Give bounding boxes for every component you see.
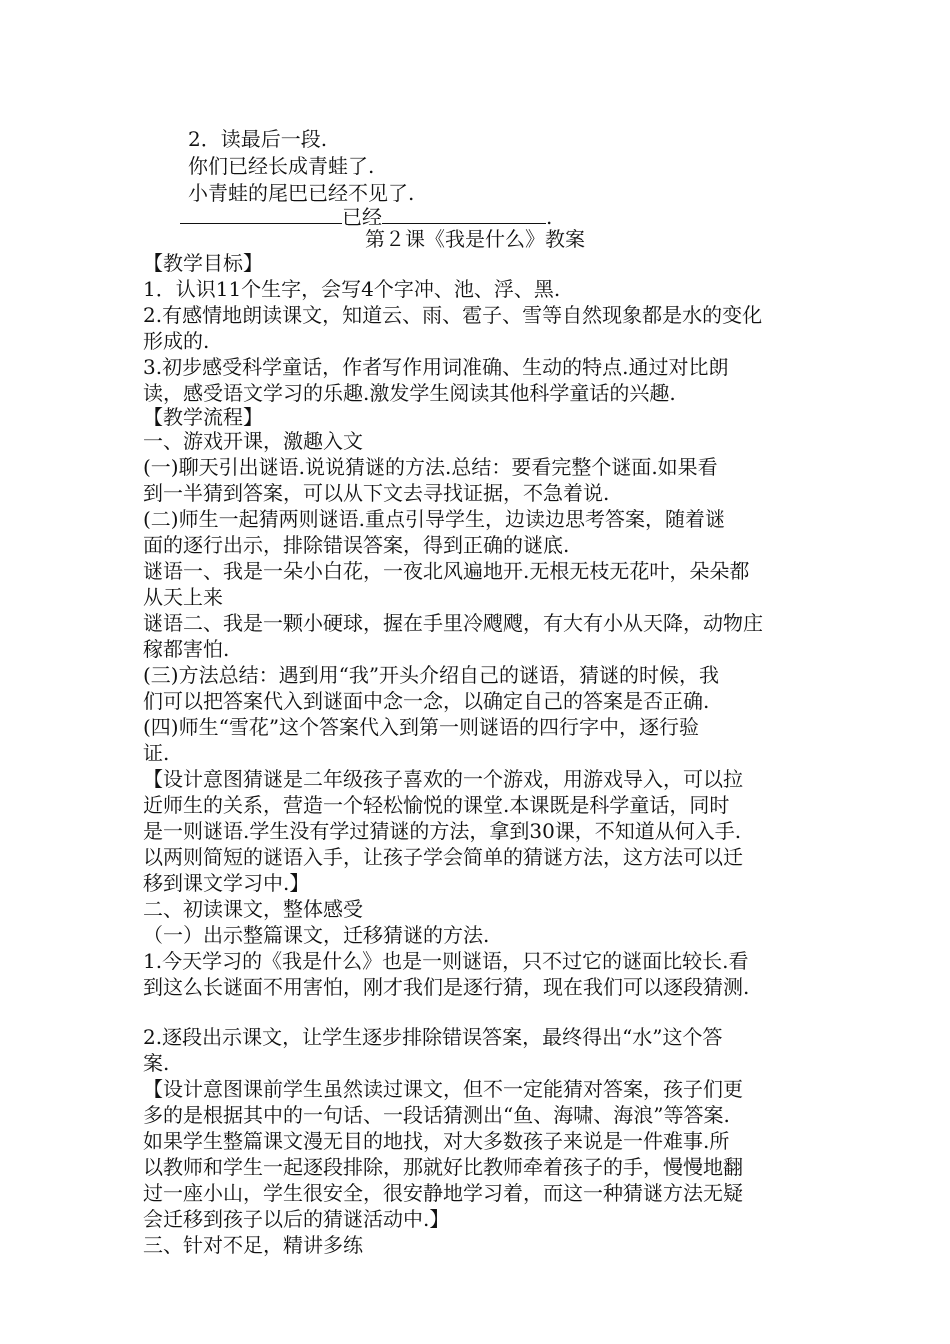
- section-3-title: 三、针对不足，精讲多练: [143, 1233, 363, 1257]
- section-2-title: 二、初读课文，整体感受: [143, 897, 363, 921]
- step-2: (二)师生一起猜两则谜语.重点引导学生，边读边思考答案，随着谜: [143, 507, 725, 531]
- design-note-2: 【设计意图课前学生虽然读过课文，但不一定能猜对答案，孩子们更: [143, 1077, 743, 1101]
- step-2-2-cont: 到这么长谜面不用害怕，刚才我们是逐行猜，现在我们可以逐段猜测.: [143, 975, 750, 999]
- riddle-1: 谜语一、我是一朵小白花，一夜北风遍地开.无根无枝无花叶，朵朵都: [143, 559, 750, 583]
- goal-3: 3.初步感受科学童话，作者写作用词准确、生动的特点.通过对比朗: [143, 355, 729, 379]
- goals-heading: 【教学目标】: [143, 251, 263, 275]
- goal-3-cont: 读，感受语文学习的乐趣.激发学生阅读其他科学童话的兴趣.: [143, 381, 676, 405]
- goal-2: 2.有感情地朗读课文，知道云、雨、雹子、雪等自然现象都是水的变化: [143, 303, 763, 327]
- goal-1: 1．认识11个生字，会写4个字冲、池、浮、黑.: [143, 277, 561, 301]
- section-1-title: 一、游戏开课，激趣入文: [143, 429, 363, 453]
- step-3-cont: 们可以把答案代入到谜面中念一念，以确定自己的答案是否正确.: [143, 689, 710, 713]
- lesson-title: 第２课《我是什么》教案: [365, 227, 585, 251]
- step-2-3: 2.逐段出示课文，让学生逐步排除错误答案，最终得出“水”这个答: [143, 1025, 723, 1049]
- reading-task: 2．读最后一段.: [188, 127, 328, 151]
- example-sentence-1: 你们已经长成青蛙了.: [188, 154, 375, 178]
- fill-word: 已经: [342, 205, 382, 229]
- design-note-1: 【设计意图猜谜是二年级孩子喜欢的一个游戏，用游戏导入，可以拉: [143, 767, 743, 791]
- design-note-2-line-3: 如果学生整篇课文漫无目的地找，对大多数孩子来说是一件难事.所: [143, 1129, 730, 1153]
- fill-end: .: [546, 205, 553, 229]
- step-3: (三)方法总结：遇到用“我”开头介绍自己的谜语，猜谜的时候，我: [143, 663, 720, 687]
- fill-blank-2: [382, 205, 546, 224]
- design-note-1-line-3: 是一则谜语.学生没有学过猜谜的方法，拿到30课，不知道从何入手.: [143, 819, 742, 843]
- riddle-2: 谜语二、我是一颗小硬球，握在手里冷飕飕，有大有小从天降，动物庄: [143, 611, 763, 635]
- design-note-2-line-6: 会迁移到孩子以后的猜谜活动中.】: [143, 1207, 450, 1231]
- step-2-1: （一）出示整篇课文，迁移猜谜的方法.: [143, 923, 490, 947]
- step-2-cont: 面的逐行出示，排除错误答案，得到正确的谜底.: [143, 533, 570, 557]
- step-4: (四)师生“雪花”这个答案代入到第一则谜语的四行字中，逐行验: [143, 715, 700, 739]
- design-note-2-line-2: 多的是根据其中的一句话、一段话猜测出“鱼、海啸、海浪”等答案.: [143, 1103, 730, 1127]
- design-note-1-line-4: 以两则简短的谜语入手，让孩子学会简单的猜谜方法，这方法可以迁: [143, 845, 743, 869]
- design-note-1-line-2: 近师生的关系，营造一个轻松愉悦的课堂.本课既是科学童话，同时: [143, 793, 730, 817]
- design-note-1-line-5: 移到课文学习中.】: [143, 871, 310, 895]
- riddle-2-cont: 稼都害怕.: [143, 637, 230, 661]
- riddle-1-cont: 从天上来: [143, 585, 223, 609]
- step-2-2: 1.今天学习的《我是什么》也是一则谜语，只不过它的谜面比较长.看: [143, 949, 749, 973]
- fill-blank-1: [180, 205, 342, 224]
- flow-heading: 【教学流程】: [143, 405, 263, 429]
- step-4-cont: 证.: [143, 741, 170, 765]
- step-1: (一)聊天引出谜语.说说猜谜的方法.总结：要看完整个谜面.如果看: [143, 455, 718, 479]
- step-2-3-cont: 案.: [143, 1051, 170, 1075]
- example-sentence-2: 小青蛙的尾巴已经不见了.: [188, 181, 415, 205]
- goal-2-cont: 形成的.: [143, 329, 210, 353]
- design-note-2-line-4: 以教师和学生一起逐段排除，那就好比教师牵着孩子的手，慢慢地翻: [143, 1155, 743, 1179]
- step-1-cont: 到一半猜到答案，可以从下文去寻找证据，不急着说.: [143, 481, 610, 505]
- design-note-2-line-5: 过一座小山，学生很安全，很安静地学习着，而这一种猜谜方法无疑: [143, 1181, 743, 1205]
